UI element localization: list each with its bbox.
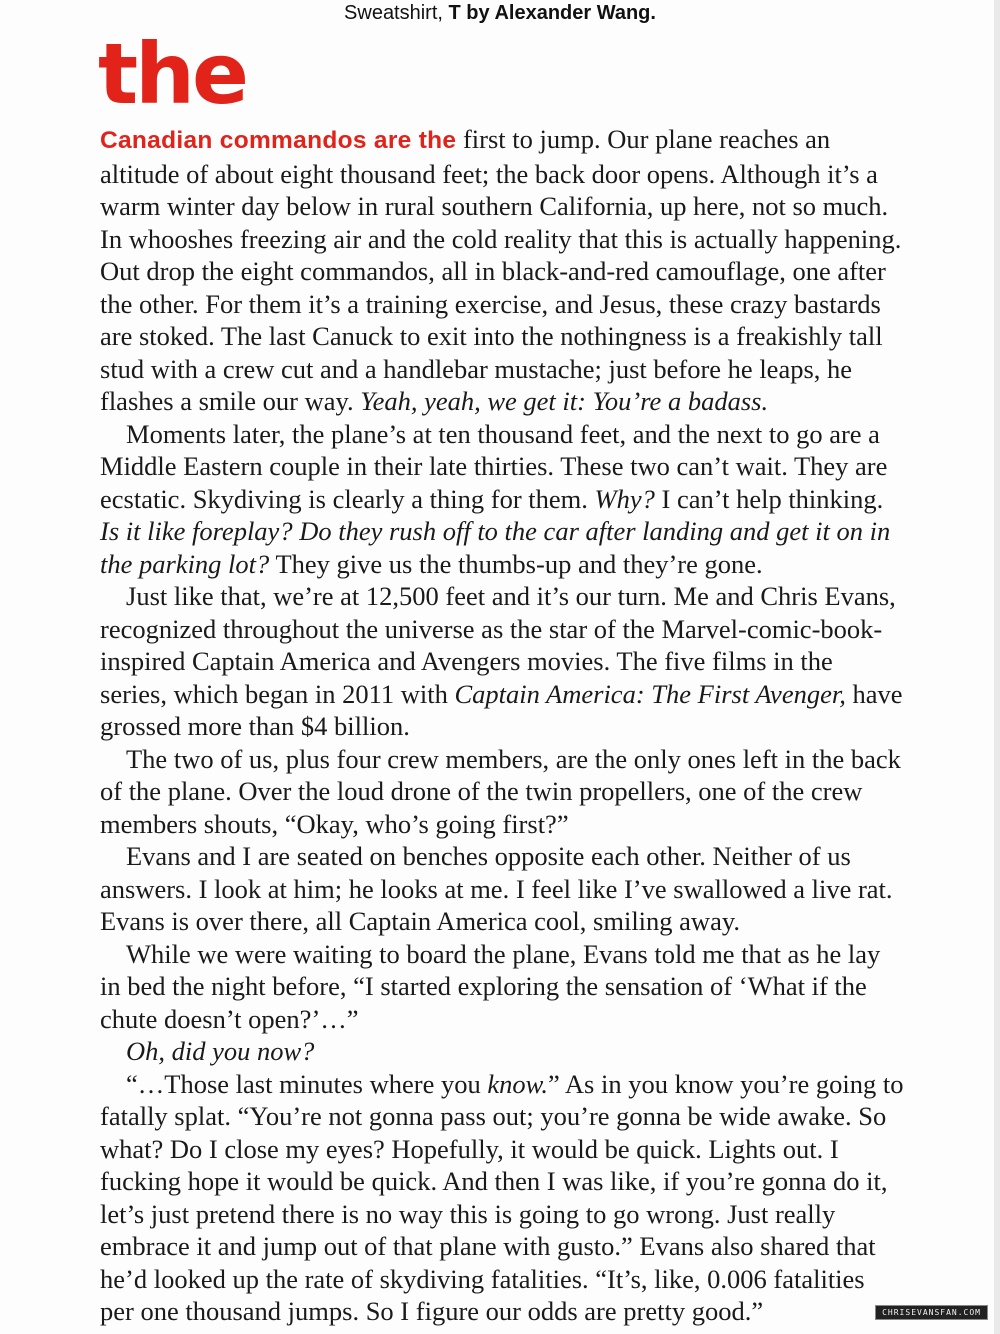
italic-text: Why?	[594, 483, 655, 514]
italic-text: Captain America: The First Avenger,	[454, 678, 846, 709]
article-paragraph	[100, 840, 904, 938]
article-paragraph	[100, 1068, 904, 1328]
watermark-logo: CHRISEVANSFAN.COM	[875, 1305, 988, 1320]
italic-text: know.	[487, 1068, 548, 1099]
drop-word: the	[98, 25, 246, 123]
caption-prefix: Sweatshirt,	[344, 2, 449, 24]
article-paragraph	[100, 938, 904, 1036]
paragraph-text: I can’t help thinking.	[654, 483, 884, 514]
article-paragraph	[100, 743, 904, 841]
paragraph-text: The two of us, plus four crew members, are the only ones left in the back of the plane. Over the loud drone of the twin propellers, one of the crew members shouts, “Okay, who’s going first?”	[100, 743, 901, 839]
article-body	[100, 123, 904, 1328]
paragraph-text: “…Those last minutes where you	[126, 1068, 488, 1099]
article-paragraph	[100, 418, 904, 581]
paragraph-text: Just like that, we’re at 12,500 feet and it’s our turn. Me and Chris Evans, recognized throughout the universe as the star of the Marvel-comic-book-inspired Captain America and Avengers movies. The five films in the series, which began in 2011 with	[100, 581, 896, 709]
article-paragraph	[100, 580, 904, 743]
paragraph-text: While we were waiting to board the plane, Evans told me that as he lay in bed the night before, “I started exploring the sensation of ‘What if the chute doesn’t open?’…”	[100, 938, 881, 1034]
paragraph-text: ” As in you know you’re going to fatally splat. “You’re not gonna pass out; you’re gonna be wide awake. So what? Do I close my eyes? Hopefully, it would be quick. Lights out. I fucking hope it would be quick. And then I was like, if you’re gonna do it, let’s just pretend there is no way this is going to go wrong. Just really embrace it and jump out of that plane with gusto.” Evans also shared that he’d looked up the rate of skydiving fatalities. “It’s, like, 0.006 fatalities per one thousand jumps. So I figure our odds are pretty good.”	[100, 1068, 904, 1326]
photo-caption	[0, 1, 1000, 25]
italic-text: Oh, did you now?	[126, 1036, 315, 1066]
page-edge	[994, 0, 1000, 1334]
paragraph-text: They give us the thumbs-up and they’re gone.	[269, 548, 763, 579]
italic-text: Is it like foreplay? Do they rush off to the car after landing and get it on in the parking lot?	[100, 516, 891, 579]
italic-text: Yeah, yeah, we get it: You’re a badass.	[360, 386, 769, 416]
paragraph-text: first to jump. Our plane reaches an altitude of about eight thousand feet; the back door opens. Although it’s a warm winter day below in rural southern California, up here, not so much. In whooshes freezing air and the cold reality that this is actually happening. Out drop the eight commandos, all in black-and-red camouflage, one after the other. For them it’s a training exercise, and Jesus, these crazy bastards are stoked. The last Canuck to exit into the nothingness is a freakishly tall stud with a crew cut and a handlebar mustache; just before he leaps, he flashes a smile our way.	[100, 124, 902, 416]
article-paragraph	[100, 123, 904, 418]
paragraph-text: have grossed more than $4 billion.	[100, 678, 903, 741]
caption-brand: T by Alexander Wang.	[448, 2, 656, 24]
lead-in-text: Canadian commandos are the	[100, 127, 457, 154]
paragraph-text: Moments later, the plane’s at ten thousand feet, and the next to go are a Middle Eastern couple in their late thirties. These two can’t wait. They are ecstatic. Skydiving is clearly a thing for them.	[100, 418, 888, 514]
paragraph-text: Evans and I are seated on benches opposite each other. Neither of us answers. I look at him; he looks at me. I feel like I’ve swallowed a live rat. Evans is over there, all Captain America cool, smiling away.	[100, 841, 893, 936]
article-paragraph	[100, 1035, 904, 1068]
